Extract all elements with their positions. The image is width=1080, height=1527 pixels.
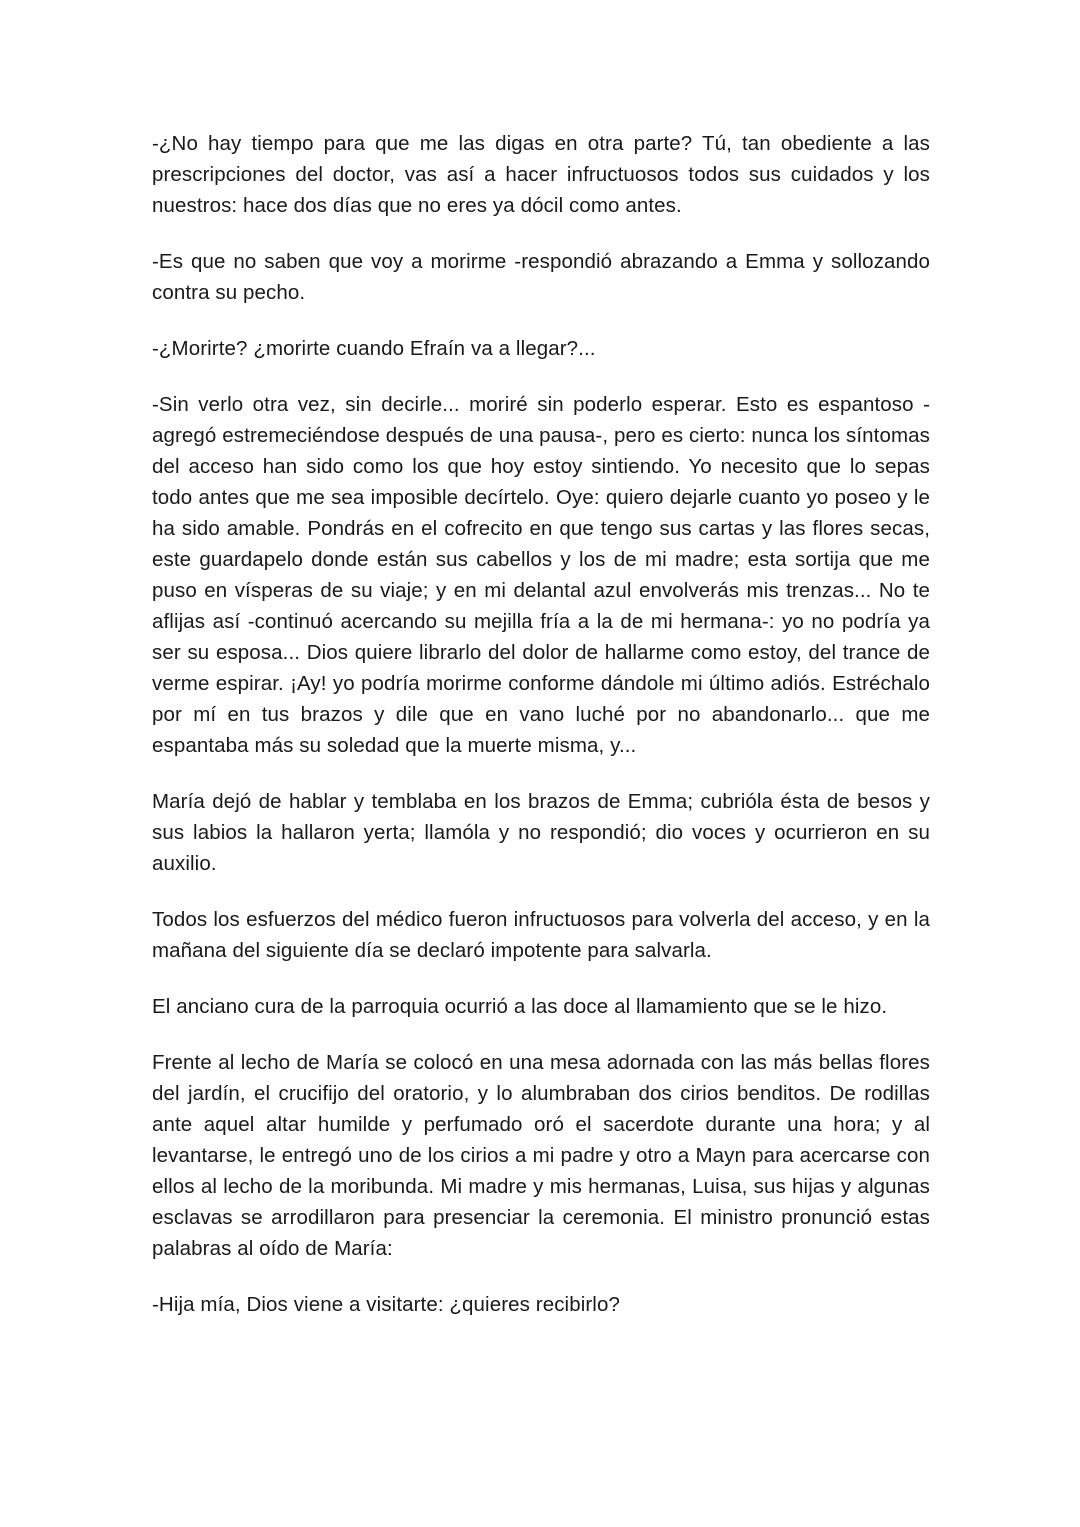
paragraph-4: -Sin verlo otra vez, sin decirle... moriré sin poderlo esperar. Esto es espantoso -agregó estremeciéndose después de una pausa-, pero es cierto: nunca los síntomas del acceso han sido como los que hoy estoy sintiendo. Yo necesito que lo sepas todo antes que me sea imposible decírtelo. Oye: quiero dejarle cuanto yo poseo y le ha sido amable. Pondrás en el cofrecito en que tengo sus cartas y las flores secas, este guardapelo donde están sus cabellos y los de mi madre; esta sortija que me puso en vísperas de su viaje; y en mi delantal azul envolverás mis trenzas... No te aflijas así -continuó acercando su mejilla fría a la de mi hermana-: yo no podría ya ser su esposa... Dios quiere librarlo del dolor de hallarme como estoy, del trance de verme espirar. ¡Ay! yo podría morirme conforme dándole mi último adiós. Estréchalo por mí en tus brazos y dile que en vano luché por no abandonarlo... que me espantaba más su soledad que la muerte misma, y...: [152, 393, 930, 757]
paragraph-2: -Es que no saben que voy a morirme -respondió abrazando a Emma y sollozando contra su pecho.: [152, 250, 930, 304]
paragraph-1: -¿No hay tiempo para que me las digas en otra parte? Tú, tan obediente a las prescripciones del doctor, vas así a hacer infructuosos todos sus cuidados y los nuestros: hace dos días que no eres ya dócil como antes.: [152, 132, 930, 217]
paragraph-5: María dejó de hablar y temblaba en los brazos de Emma; cubrióla ésta de besos y sus labios la hallaron yerta; llamóla y no respondió; dio voces y ocurrieron en su auxilio.: [152, 790, 930, 875]
paragraph-9: -Hija mía, Dios viene a visitarte: ¿quieres recibirlo?: [152, 1293, 620, 1316]
document-text-column: [152, 128, 930, 1320]
paragraph-7: El anciano cura de la parroquia ocurrió a las doce al llamamiento que se le hizo.: [152, 995, 888, 1018]
paragraph-6: Todos los esfuerzos del médico fueron infructuosos para volverla del acceso, y en la mañana del siguiente día se declaró impotente para salvarla.: [152, 908, 930, 962]
paragraph-3: -¿Morirte? ¿morirte cuando Efraín va a llegar?...: [152, 337, 596, 360]
paragraph-8: Frente al lecho de María se colocó en una mesa adornada con las más bellas flores del jardín, el crucifijo del oratorio, y lo alumbraban dos cirios benditos. De rodillas ante aquel altar humilde y perfumado oró el sacerdote durante una hora; y al levantarse, le entregó uno de los cirios a mi padre y otro a Mayn para acercarse con ellos al lecho de la moribunda. Mi madre y mis hermanas, Luisa, sus hijas y algunas esclavas se arrodillaron para presenciar la ceremonia. El ministro pronunció estas palabras al oído de María:: [152, 1051, 930, 1260]
